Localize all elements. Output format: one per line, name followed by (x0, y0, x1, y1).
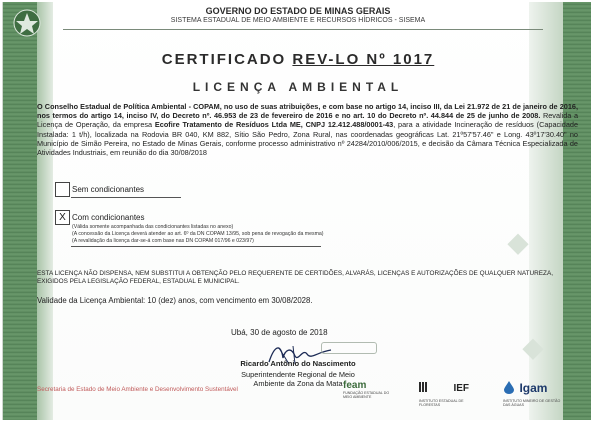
ief-logo-subtitle: INSTITUTO ESTADUAL DE FLORESTAS (419, 399, 464, 407)
conditions-note-revalidation: (A revalidação da licença dar-se-á com base nas DN COPAM 017/96 e 023/97) (72, 238, 254, 244)
feam-logo-subtitle: FUNDAÇÃO ESTADUAL DO MEIO AMBIENTE (343, 391, 390, 399)
government-name: GOVERNO DO ESTADO DE MINAS GERAIS (205, 6, 391, 16)
body-intro: O Conselho Estadual de Política Ambiental - COPAM, no uso de suas atribuições, e com base no artigo 14, inciso III, da Lei 21.972 de 21 de janeiro de 2016, nos termos do artigo 14, inciso IV, do Decreto nº. 46.953 de 23 de fevereiro de 2016 e no art. 10 do Decreto nº. 44.844 de 25 de junho de 2008. (37, 102, 578, 121)
signatory-role-line1: Superintendente Regional de Meio (241, 370, 355, 379)
conditions-note-annex: (Válida somente acompanhada das condicionantes listadas no anexo) (72, 224, 234, 230)
without-conditions-checkbox[interactable] (55, 182, 70, 197)
certificate (2, 2, 591, 420)
signatory-name: Ricardo Antônio do Nascimento (240, 359, 356, 368)
certificate-number: REV-LO Nº 1017 (292, 51, 435, 68)
conditions-note-revocation: (A concessão da Licença deverá atender ao art. 6º da DN COPAM 13/95, sob pena de revogação da mesma) (72, 231, 324, 237)
company-name: Ecofire Tratamento de Resíduos Ltda ME, CNPJ 12.412.488/0001-43 (154, 120, 394, 130)
igam-logo-subtitle: INSTITUTO MINEIRO DE GESTÃO DAS ÁGUAS (503, 399, 561, 407)
secretariat-name: Secretaria de Estado de Meio Ambiente e Desenvolvimento Sustentável (37, 386, 238, 393)
watermark: ◆ (523, 332, 543, 362)
ief-logo (419, 380, 479, 410)
state-crest-icon (9, 6, 45, 40)
license-validity: Validade da Licença Ambiental: 10 (dez) anos, com vencimento em 30/08/2028. (37, 296, 313, 305)
certificate-subtitle: LICENÇA AMBIENTAL (192, 80, 404, 94)
feam-logo-text: feam (343, 380, 367, 391)
title-prefix: CERTIFICADO (161, 51, 293, 68)
right-security-band (563, 2, 591, 420)
body-details: , para a atividade Incineração de resíduos (Capacidade Instalada: 1 t/h), localizada na Rodovia BR 040, KM 882, Sítio São Pedro, Zona Rural, nas coordenadas geográficas Lat. 21º57'57.46" e Long. 43º17'30.40" no Município de Simão Pereira, no Estado de Minas Gerais, conforme processo administrativo nº 24284/2010/006/2015, e decisão da Câmara Técnica Especializada de Atividades Industriais, em reunião do dia 30/08/2018 (37, 120, 579, 158)
igam-logo-text: Igam (519, 381, 548, 395)
place-and-date: Ubá, 30 de agosto de 2018 (231, 328, 328, 337)
header (63, 6, 533, 24)
left-security-band (3, 2, 37, 420)
ief-logo-icon (419, 380, 449, 394)
left-security-band-light (37, 2, 53, 420)
certificate-title (63, 51, 533, 68)
igam-water-drop-icon (503, 380, 515, 394)
watermark: ◆ (508, 227, 528, 257)
option-divider (71, 246, 321, 247)
body-revalidation: Revalida a Licença de Operação, da empresa (37, 111, 578, 130)
ief-logo-text: IEF (453, 383, 470, 394)
system-name: SISTEMA ESTADUAL DE MEIO AMBIENTE E RECURSOS HÍDRICOS - SISEMA (170, 17, 426, 24)
legal-notice: ESTA LICENÇA NÃO DISPENSA, NEM SUBSTITUI A OBTENÇÃO PELO REQUERENTE DE CERTIDÕES, ALVARÁS, LICENÇAS E AUTORIZAÇÕES DE QUALQUER NATUREZA, EXIGIDOS PELA LEGISLAÇÃO FEDERAL, ESTADUAL E MUNICIPAL. (37, 270, 553, 285)
with-conditions-checkbox[interactable]: X (55, 210, 70, 225)
feam-logo (343, 380, 393, 410)
with-conditions-label: Com condicionantes (72, 213, 145, 222)
license-body-text (37, 102, 578, 157)
igam-logo (503, 380, 561, 410)
without-conditions-label: Sem condicionantes (72, 185, 145, 194)
option-divider (71, 197, 181, 198)
signatory-role-line2: Ambiente da Zona da Mata (253, 379, 343, 388)
header-divider (63, 29, 543, 30)
